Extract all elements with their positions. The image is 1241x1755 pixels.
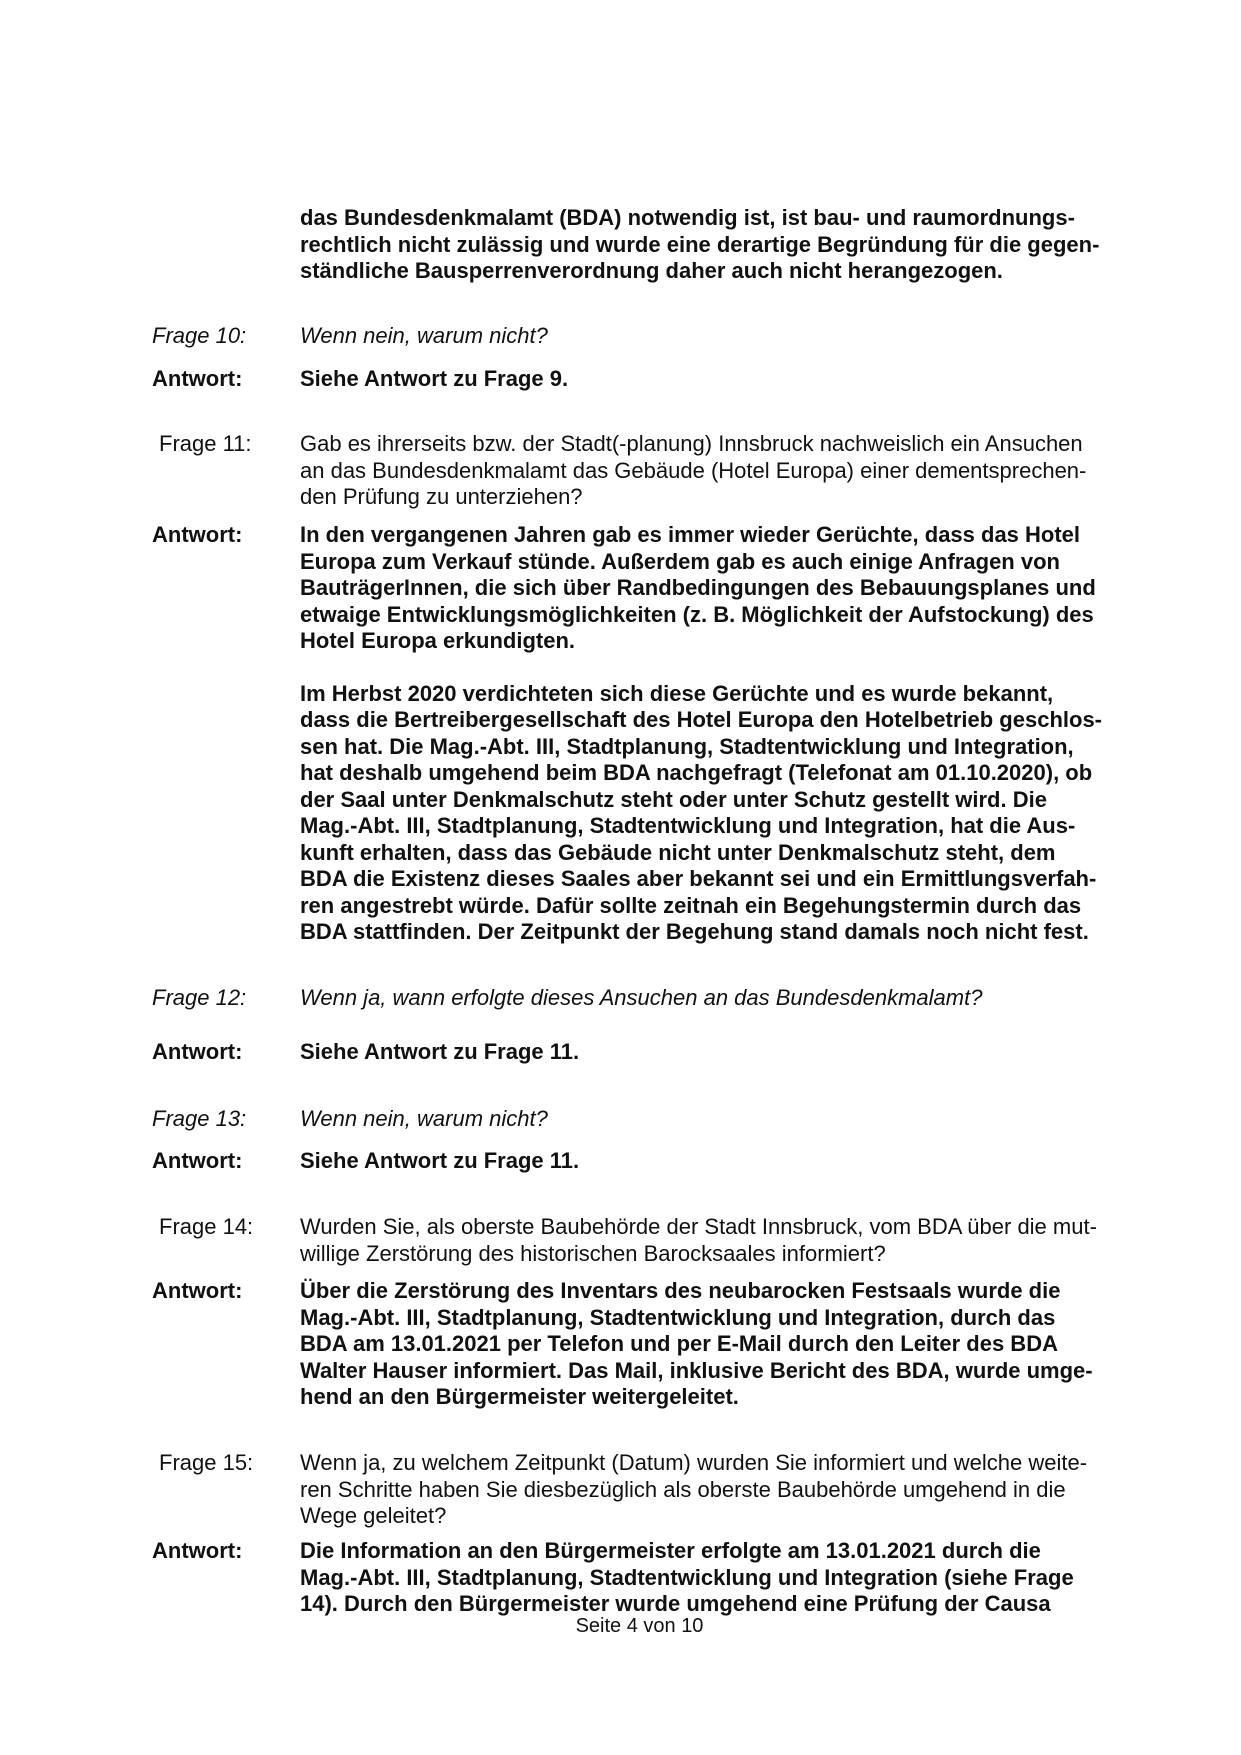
text-line: ren Schritte haben Sie diesbezüglich als oberste Baubehörde umgehend in die — [300, 1476, 1066, 1502]
text-line: rechtlich nicht zulässig und wurde eine derartige Begründung für die gegen- — [300, 231, 1100, 257]
text-line: Mag.-Abt. III, Stadtplanung, Stadtentwicklung und Integration, hat die Aus- — [300, 813, 1076, 838]
answer-label: Antwort: — [152, 366, 243, 391]
text-line: Wege geleitet? — [300, 1503, 447, 1528]
text-line: Hotel Europa erkundigten. — [300, 628, 576, 653]
text-line: Siehe Antwort zu Frage 11. — [300, 1039, 580, 1064]
answer-text — [300, 522, 1241, 946]
text-line: Wenn nein, warum nicht? — [300, 323, 548, 348]
answer-label: Antwort: — [152, 1538, 243, 1563]
question-label: Frage 14: — [159, 1214, 254, 1239]
answer-text — [300, 1278, 1241, 1411]
text-line: dass die Bertreibergesellschaft des Hotel Europa den Hotelbetrieb geschlos- — [300, 707, 1103, 732]
text-line: Wurden Sie, als oberste Baubehörde der Stadt Innsbruck, vom BDA über die mut- — [300, 1214, 1097, 1239]
text-line: Über die Zerstörung des Inventars des neubarocken Festsaals wurde die — [300, 1278, 1061, 1303]
text-line: willige Zerstörung des historischen Barocksaales informiert? — [300, 1240, 886, 1266]
text-line: Siehe Antwort zu Frage 9. — [300, 366, 569, 391]
question-text — [300, 323, 1241, 350]
question-label: Frage 12: — [152, 985, 247, 1010]
text-line: BauträgerInnen, die sich über Randbedingungen des Bebauungsplanes und — [300, 575, 1096, 600]
text-line: Siehe Antwort zu Frage 11. — [300, 1148, 580, 1173]
answer-label: Antwort: — [152, 522, 243, 547]
text-line: Wenn nein, warum nicht? — [300, 1106, 548, 1131]
text-line: das Bundesdenkmalamt (BDA) notwendig ist, ist bau- und raumordnungs- — [300, 205, 1075, 230]
answer-text — [300, 1039, 1241, 1066]
text-line: der Saal unter Denkmalschutz steht oder unter Schutz gestellt wird. Die — [300, 786, 1047, 812]
question-label: Frage 15: — [159, 1450, 254, 1475]
text-line: hend an den Bürgermeister weitergeleitet. — [300, 1384, 739, 1409]
text-line: Europa zum Verkauf stünde. Außerdem gab es auch einige Anfragen von — [300, 548, 1060, 574]
text-line: ständliche Bausperrenverordnung daher auch nicht herangezogen. — [300, 258, 1003, 283]
question-label: Frage 10: — [152, 323, 247, 348]
question-label: Frage 13: — [152, 1106, 247, 1131]
text-line: Im Herbst 2020 verdichteten sich diese Gerüchte und es wurde bekannt, — [300, 680, 1054, 706]
text-line: hat deshalb umgehend beim BDA nachgefragt (Telefonat am 01.10.2020), ob — [300, 760, 1093, 785]
answer-text — [300, 1148, 1241, 1175]
text-line: Mag.-Abt. III, Stadtplanung, Stadtentwicklung und Integration, durch das — [300, 1304, 1056, 1330]
text-line: kunft erhalten, dass das Gebäude nicht unter Denkmalschutz steht, dem — [300, 839, 1056, 865]
text-line: den Prüfung zu unterziehen? — [300, 484, 583, 509]
answer-paragraph — [300, 681, 1241, 946]
answer-label: Antwort: — [152, 1039, 243, 1064]
text-line: Wenn ja, zu welchem Zeitpunkt (Datum) wurden Sie informiert und welche weite- — [300, 1450, 1088, 1475]
answer-text — [300, 1538, 1241, 1618]
text-line: ren angestrebt würde. Dafür sollte zeitnah ein Begehungstermin durch das — [300, 892, 1082, 918]
text-line: an das Bundesdenkmalamt das Gebäude (Hotel Europa) einer dementsprechen- — [300, 457, 1087, 483]
text-line: BDA stattfinden. Der Zeitpunkt der Begehung stand damals noch nicht fest. — [300, 919, 1089, 944]
text-line: Mag.-Abt. III, Stadtplanung, Stadtentwicklung und Integration (siehe Frage — [300, 1564, 1074, 1590]
text-line: BDA am 13.01.2021 per Telefon und per E-Mail durch den Leiter des BDA — [300, 1331, 1058, 1356]
question-text — [300, 1214, 1241, 1267]
question-text — [300, 985, 1241, 1012]
continuation-text — [300, 205, 1241, 285]
text-line: In den vergangenen Jahren gab es immer wieder Gerüchte, dass das Hotel — [300, 522, 1081, 547]
answer-paragraph — [300, 522, 1241, 655]
answer-label: Antwort: — [152, 1278, 243, 1303]
text-line: etwaige Entwicklungsmöglichkeiten (z. B. Möglichkeit der Aufstockung) des — [300, 601, 1094, 627]
question-text — [300, 431, 1241, 511]
answer-text — [300, 366, 1241, 393]
text-line: 14). Durch den Bürgermeister wurde umgehend eine Prüfung der Causa — [300, 1591, 1051, 1616]
text-line: Gab es ihrerseits bzw. der Stadt(-planung) Innsbruck nachweislich ein Ansuchen — [300, 431, 1083, 456]
question-text — [300, 1450, 1241, 1530]
question-label: Frage 11: — [159, 431, 252, 456]
text-line: Die Information an den Bürgermeister erfolgte am 13.01.2021 durch die — [300, 1538, 1041, 1563]
text-line: BDA die Existenz dieses Saales aber bekannt sei und ein Ermittlungsverfah- — [300, 866, 1097, 891]
text-line: Wenn ja, wann erfolgte dieses Ansuchen an das Bundesdenkmalamt? — [300, 985, 983, 1010]
text-line: Walter Hauser informiert. Das Mail, inklusive Bericht des BDA, wurde umge- — [300, 1357, 1093, 1383]
page-number-footer: Seite 4 von 10 — [575, 1615, 704, 1637]
answer-label: Antwort: — [152, 1148, 243, 1173]
text-line: sen hat. Die Mag.-Abt. III, Stadtplanung, Stadtentwicklung und Integration, — [300, 733, 1074, 759]
question-text — [300, 1106, 1241, 1133]
